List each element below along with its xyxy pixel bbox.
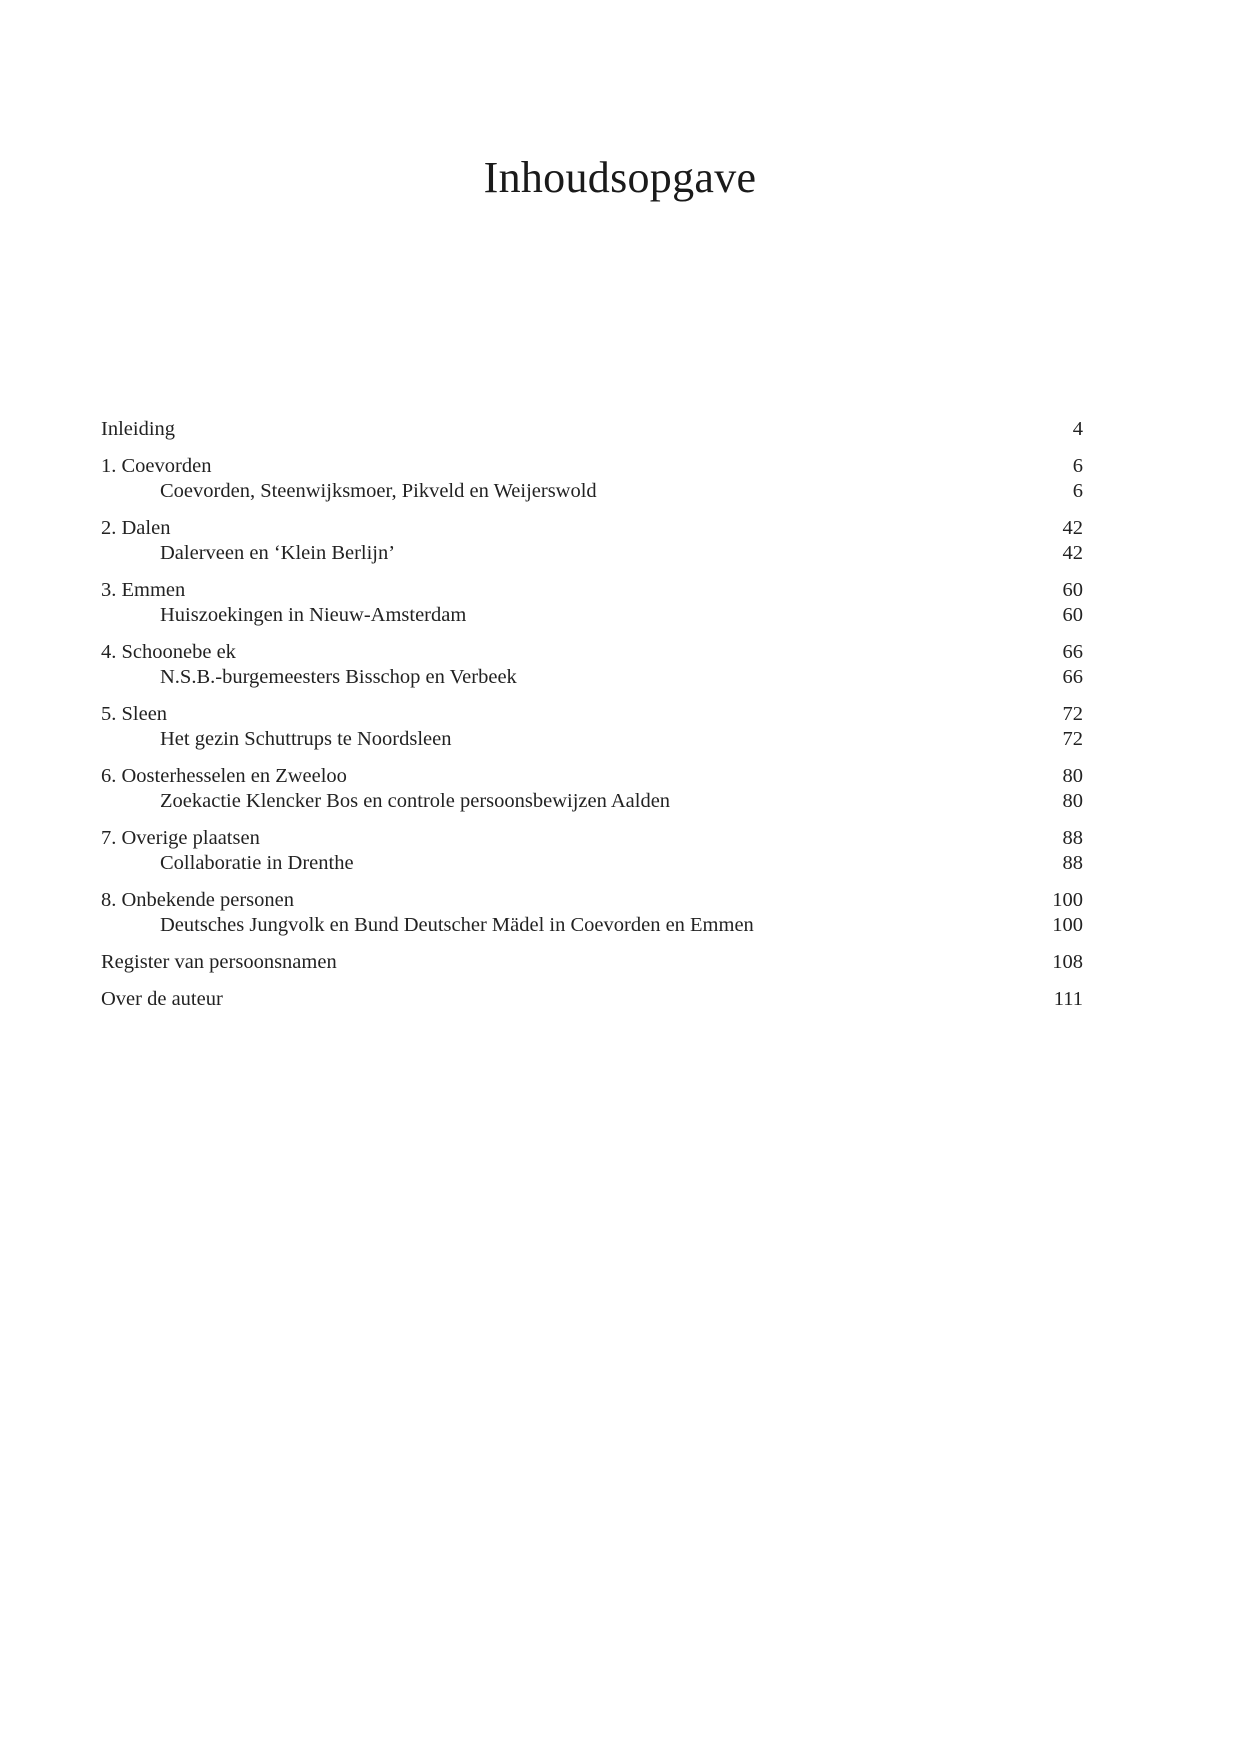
- toc-section-chapter-8: [101, 888, 1083, 938]
- toc-chapter-entry[interactable]: [101, 888, 1083, 913]
- toc-entry-title: 4. Schoonebe ek: [101, 641, 236, 663]
- toc-subentry[interactable]: [101, 913, 1083, 938]
- toc-entry-page-number: 72: [1062, 703, 1083, 725]
- toc-section-chapter-3: [101, 578, 1083, 628]
- toc-entry-page-number: 60: [1062, 579, 1083, 601]
- toc-entry-page-number: 108: [1052, 951, 1083, 973]
- toc-entry-title: Over de auteur: [101, 988, 223, 1010]
- toc-entry[interactable]: [101, 987, 1083, 1012]
- toc-entry-title: 3. Emmen: [101, 579, 186, 601]
- toc-entry-title: Zoekactie Klencker Bos en controle persoonsbewijzen Aalden: [160, 790, 671, 812]
- toc-entry-title: 7. Overige plaatsen: [101, 827, 260, 849]
- toc-chapter-entry[interactable]: [101, 516, 1083, 541]
- toc-entry-page-number: 80: [1062, 765, 1083, 787]
- toc-section-introduction: [101, 417, 1083, 442]
- toc-entry-title: N.S.B.-burgemeesters Bisschop en Verbeek: [160, 666, 517, 688]
- toc-entry-title: Inleiding: [101, 418, 176, 440]
- toc-entry-page-number: 111: [1053, 988, 1083, 1010]
- toc-chapter-entry[interactable]: [101, 826, 1083, 851]
- toc-entry-title: Coevorden, Steenwijksmoer, Pikveld en Weijerswold: [160, 480, 597, 502]
- toc-entry-title: Dalerveen en ‘Klein Berlijn’: [160, 542, 396, 564]
- toc-entry-page-number: 100: [1052, 889, 1083, 911]
- toc-section-chapter-2: [101, 516, 1083, 566]
- toc-subentry[interactable]: [101, 479, 1083, 504]
- toc-entry[interactable]: [101, 417, 1083, 442]
- toc-entry-page-number: 42: [1062, 542, 1083, 564]
- toc-entry-page-number: 6: [1072, 480, 1083, 502]
- toc-entry-page-number: 4: [1072, 418, 1083, 440]
- toc-entry-title: Huiszoekingen in Nieuw-Amsterdam: [160, 604, 467, 626]
- toc-chapter-entry[interactable]: [101, 702, 1083, 727]
- toc-entry-title: 8. Onbekende personen: [101, 889, 294, 911]
- toc-entry-page-number: 66: [1062, 641, 1083, 663]
- toc-entry-title: 6. Oosterhesselen en Zweeloo: [101, 765, 347, 787]
- toc-entry-title: 5. Sleen: [101, 703, 168, 725]
- toc-entry-page-number: 80: [1062, 790, 1083, 812]
- toc-entry-title: 2. Dalen: [101, 517, 171, 539]
- toc-chapter-entry[interactable]: [101, 640, 1083, 665]
- table-of-contents: [101, 417, 1083, 1024]
- toc-chapter-entry[interactable]: [101, 454, 1083, 479]
- toc-chapter-entry[interactable]: [101, 764, 1083, 789]
- toc-section-chapter-6: [101, 764, 1083, 814]
- toc-section-author: [101, 987, 1083, 1012]
- toc-subentry[interactable]: [101, 665, 1083, 690]
- toc-subentry[interactable]: [101, 851, 1083, 876]
- toc-entry-title: Collaboratie in Drenthe: [160, 852, 354, 874]
- toc-chapter-entry[interactable]: [101, 578, 1083, 603]
- toc-section-chapter-1: [101, 454, 1083, 504]
- toc-subentry[interactable]: [101, 603, 1083, 628]
- toc-section-chapter-7: [101, 826, 1083, 876]
- toc-entry-page-number: 72: [1062, 728, 1083, 750]
- toc-entry-page-number: 88: [1062, 827, 1083, 849]
- toc-entry-page-number: 66: [1062, 666, 1083, 688]
- toc-subentry[interactable]: [101, 727, 1083, 752]
- toc-entry-page-number: 100: [1052, 914, 1083, 936]
- toc-entry[interactable]: [101, 950, 1083, 975]
- toc-section-chapter-4: [101, 640, 1083, 690]
- toc-entry-page-number: 88: [1062, 852, 1083, 874]
- toc-entry-title: 1. Coevorden: [101, 455, 212, 477]
- toc-entry-page-number: 60: [1062, 604, 1083, 626]
- toc-subentry[interactable]: [101, 541, 1083, 566]
- page-title: Inhoudsopgave: [483, 153, 757, 202]
- toc-subentry[interactable]: [101, 789, 1083, 814]
- toc-entry-page-number: 42: [1062, 517, 1083, 539]
- toc-entry-title: Deutsches Jungvolk en Bund Deutscher Mädel in Coevorden en Emmen: [160, 914, 754, 936]
- toc-section-register: [101, 950, 1083, 975]
- toc-entry-title: Register van persoonsnamen: [101, 951, 337, 973]
- toc-entry-title: Het gezin Schuttrups te Noordsleen: [160, 728, 452, 750]
- toc-section-chapter-5: [101, 702, 1083, 752]
- toc-entry-page-number: 6: [1072, 455, 1083, 477]
